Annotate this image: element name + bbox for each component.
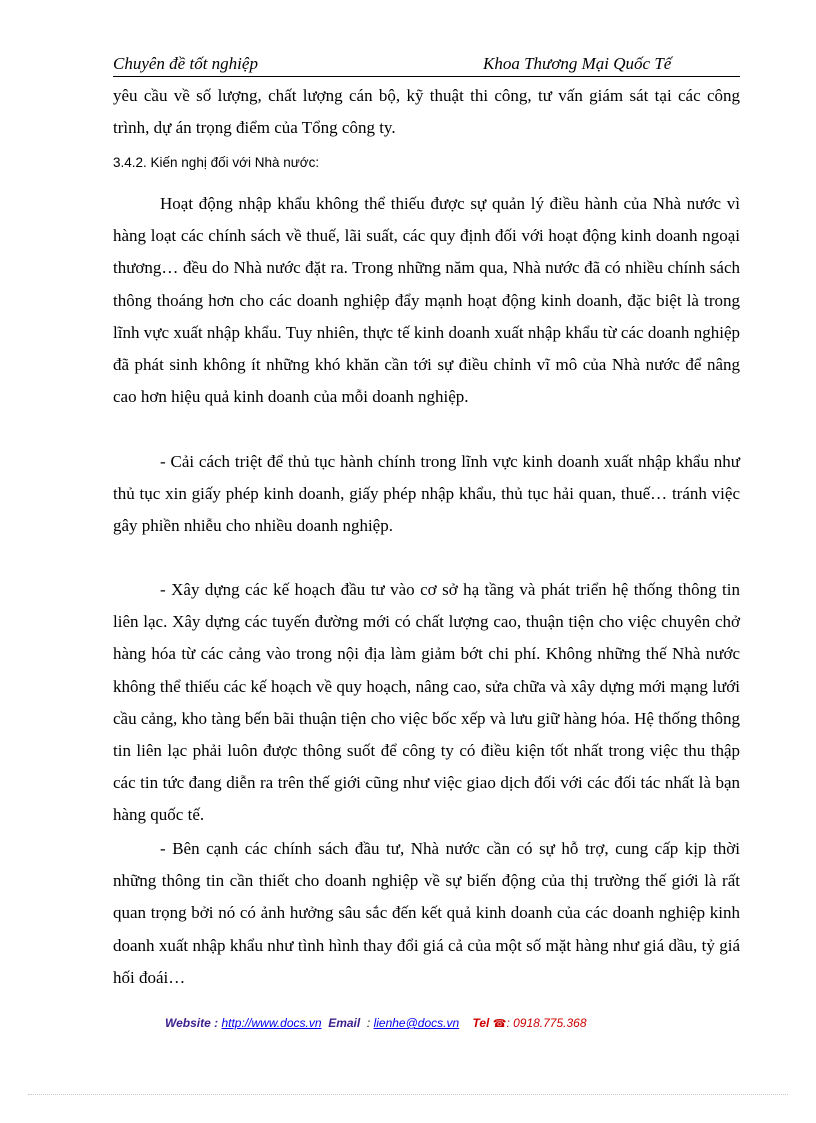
page-footer: [165, 1016, 587, 1030]
page-header: [113, 52, 740, 77]
header-document-type: Chuyên đề tốt nghiệp: [113, 54, 258, 73]
footer-website-link[interactable]: http://www.docs.vn: [221, 1016, 322, 1030]
phone-icon: ☎: [492, 1018, 507, 1030]
footer-tel-label: Tel: [472, 1016, 490, 1030]
paragraph-information-support: - Bên cạnh các chính sách đầu tư, Nhà nước cần có sự hỗ trợ, cung cấp kịp thời những thông tin cần thiết cho doanh nghiệp về sự biến động của thị trường thế giới là rất quan trọng bởi nó có ảnh hưởng sâu sắc đến kết quả kinh doanh của các doanh nghiệp kinh doanh xuất nhập khẩu như tình hình thay đổi giá cả của một số mặt hàng như giá dầu, tỷ giá hối đoái…: [113, 839, 740, 987]
paragraph-infrastructure: - Xây dựng các kế hoạch đầu tư vào cơ sở hạ tầng và phát triển hệ thống thông tin liên lạc. Xây dựng các tuyến đường mới có chất lượng cao, thuận tiện cho việc chuyên chở hàng hóa từ các cảng vào trong nội địa làm giảm bớt chi phí. Không những thế Nhà nước không thể thiếu các kế hoạch về quy hoạch, nâng cao, sửa chữa và xây dựng mới mạng lưới cầu cảng, kho tàng bến bãi thuận tiện cho việc bốc xếp và lưu giữ hàng hóa. Hệ thống thông tin liên lạc phải luôn được thông suốt để công ty có điều kiện tốt nhất trong việc thu thập các tin tức đang diễn ra trên thế giới cũng như việc giao dịch đối với các đối tác nhất là bạn hàng quốc tế.: [113, 580, 740, 825]
paragraph-intro: Hoạt động nhập khẩu không thể thiếu được sự quản lý điều hành của Nhà nước vì hàng loạt các chính sách về thuế, lãi suất, các quy định đối với hoạt động kinh doanh ngoại thương… đều do Nhà nước đặt ra. Trong những năm qua, Nhà nước đã có nhiều chính sách thông thoáng hơn cho các doanh nghiệp đẩy mạnh hoạt động kinh doanh, đặc biệt là trong lĩnh vực xuất nhập khẩu. Tuy nhiên, thực tế kinh doanh xuất nhập khẩu từ các doanh nghiệp đã phát sinh không ít những khó khăn cần tới sự điều chỉnh vĩ mô của Nhà nước để nâng cao hơn hiệu quả kinh doanh của mỗi doanh nghiệp.: [113, 194, 740, 407]
paragraph-admin-reform: - Cải cách triệt để thủ tục hành chính trong lĩnh vực kinh doanh xuất nhập khẩu như thủ tục xin giấy phép kinh doanh, giấy phép nhập khẩu, thủ tục hải quan, thuế… tránh việc gây phiền nhiễu cho nhiều doanh nghiệp.: [113, 452, 740, 536]
footer-phone-number: : 0918.775.368: [506, 1016, 587, 1030]
section-heading: 3.4.2. Kiến nghị đối với Nhà nước:: [113, 155, 320, 170]
footer-email-label: Email: [328, 1016, 361, 1030]
footer-email-link[interactable]: lienhe@docs.vn: [373, 1016, 460, 1030]
footer-email-separator: :: [366, 1016, 371, 1030]
header-faculty: Khoa Thương Mại Quốc Tế: [483, 54, 672, 73]
page-bottom-divider: [28, 1094, 788, 1095]
paragraph-continuation: yêu cầu về số lượng, chất lượng cán bộ, kỹ thuật thi công, tư vấn giám sát tại các công trình, dự án trọng điểm của Tổng công ty.: [113, 86, 740, 138]
footer-website-label: Website :: [165, 1016, 219, 1030]
